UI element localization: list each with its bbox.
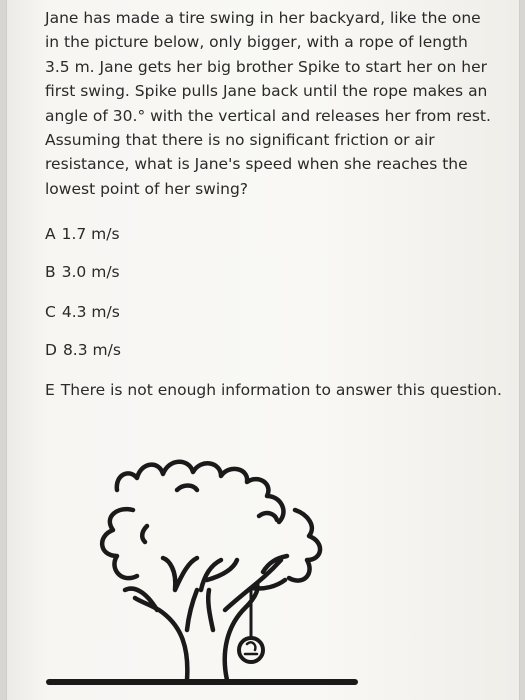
option-letter: D [45, 341, 57, 359]
canopy-inner-3 [142, 526, 147, 542]
canopy-left [102, 509, 137, 578]
option-text: 1.7 m/s [61, 225, 120, 243]
option-letter: C [45, 303, 56, 321]
trunk-center [187, 590, 213, 630]
question-text: Jane has made a tire swing in her backyard, like the one in the picture below, only bigger, with a rope of length 3.5 m. Jane gets her big brother Spike to start her on her first swing. Spike pulls Jane back until the rope makes an angle of 30.° with the vertical and releases her from rest. Assuming that there is no significant friction or air resistance, what is Jane's speed when she reaches the lowest point of her swing? [45, 9, 491, 198]
swing-figure [245, 642, 257, 654]
option-text: 8.3 m/s [62, 341, 121, 359]
canopy-outline [117, 462, 284, 522]
tree-with-tire-swing-icon [37, 440, 367, 695]
option-d[interactable] [45, 340, 121, 360]
option-text: 3.0 m/s [61, 263, 120, 281]
option-a[interactable] [45, 224, 120, 244]
option-text: 4.3 m/s [61, 303, 120, 321]
branch-mid [201, 560, 237, 590]
option-letter: A [45, 225, 56, 243]
canopy-inner-1 [177, 486, 197, 491]
trunk-left [135, 598, 187, 680]
option-c[interactable] [45, 302, 120, 322]
worksheet-page [6, 0, 520, 700]
canopy-inner-2 [259, 513, 277, 520]
option-b[interactable] [45, 262, 120, 282]
option-letter: E [45, 381, 55, 399]
branch-mid-left [163, 558, 197, 590]
option-text: There is not enough information to answer this question. [60, 381, 502, 399]
canopy-right [289, 510, 320, 581]
option-e[interactable] [45, 380, 502, 400]
option-letter: B [45, 263, 56, 281]
